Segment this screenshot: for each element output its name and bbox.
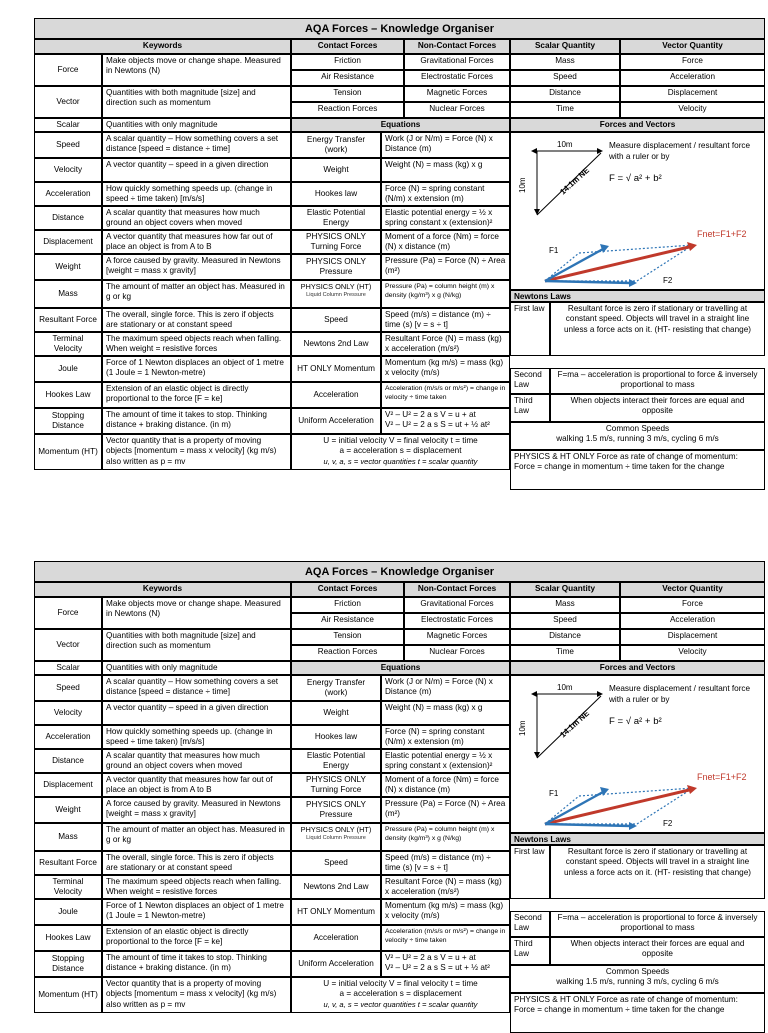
keyword-term: Mass: [34, 823, 102, 851]
newtons-laws-header: Newtons Laws: [510, 290, 765, 302]
common-speeds-box: [510, 965, 765, 993]
keyword-definition: How quickly something speeds up. (change in speed ÷ time taken) [m/s/s]: [102, 182, 291, 206]
keyword-term: Distance: [34, 749, 102, 773]
keyword-definition: The overall, single force. This is zero if objects are stationary or at constant speed: [102, 851, 291, 875]
keyword-definition: A vector quantity that measures how far out of place an object is from A to B: [102, 230, 291, 254]
horizontal-10m-label: 10m: [557, 140, 573, 149]
equation-formula: Work (J or N/m) = Force (N) x Distance (m): [381, 675, 510, 701]
contact-force-item: Friction: [291, 597, 404, 613]
vector-quantity-item: Acceleration: [620, 70, 765, 86]
common-speeds-title: Common Speeds: [605, 967, 670, 976]
forces-vectors-panel: [510, 675, 765, 833]
equation-name: HT ONLY Momentum: [291, 899, 381, 925]
keyword-term: Stopping Distance: [34, 408, 102, 434]
keyword-term: Terminal Velocity: [34, 875, 102, 899]
keyword-term: Scalar: [34, 661, 102, 675]
equation-name: Elastic Potential Energy: [291, 749, 381, 773]
keyword-term: Vector: [34, 629, 102, 661]
keyword-definition: Vector quantity that is a property of moving objects [momentum = mass x velocity] (kg m/s) also written as p = mv: [102, 977, 291, 1013]
keywords-header: Keywords: [34, 39, 291, 54]
equation-name: [291, 280, 381, 308]
newton-law-name: Third Law: [510, 937, 550, 965]
vector-instructions: Measure displacement / resultant force with a ruler or by: [609, 141, 751, 161]
equation-formula: Elastic potential energy = ½ x spring constant x (extension)²: [381, 749, 510, 773]
keyword-term: Joule: [34, 899, 102, 925]
contact-force-item: Friction: [291, 54, 404, 70]
keywords-header: Keywords: [34, 582, 291, 597]
newton-law-name: First law: [510, 302, 550, 356]
keyword-definition: Make objects move or change shape. Measured in Newtons (N): [102, 597, 291, 629]
scalar-quantity-item: Distance: [510, 86, 620, 102]
momentum-note: PHYSICS & HT ONLY Force as rate of change of momentum: Force = change in momentum ÷ time taken for the change: [510, 993, 765, 1033]
equation-name: PHYSICS ONLY Turning Force: [291, 773, 381, 797]
equation-name: Weight: [291, 701, 381, 725]
forces-vectors-header: Forces and Vectors: [510, 118, 765, 132]
scalar-quantity-header: Scalar Quantity: [510, 39, 620, 54]
equation-formula: Pressure (Pa) = column height (m) x density (kg/m³) x g (N/kg): [381, 280, 510, 308]
keyword-term: Vector: [34, 86, 102, 118]
keyword-definition: A scalar quantity that measures how much ground an object covers when moved: [102, 206, 291, 230]
keyword-term: Scalar: [34, 118, 102, 132]
equation-name: PHYSICS ONLY Pressure: [291, 254, 381, 280]
newton-law-name: Second Law: [510, 911, 550, 937]
keyword-term: Velocity: [34, 158, 102, 182]
keyword-term: Displacement: [34, 230, 102, 254]
keyword-definition: The overall, single force. This is zero if objects are stationary or at constant speed: [102, 308, 291, 332]
common-speeds-title: Common Speeds: [605, 424, 670, 433]
suvat-key-line: a = acceleration s = displacement: [339, 446, 462, 456]
keyword-term: Acceleration: [34, 725, 102, 749]
newton-law-text: F=ma – acceleration is proportional to force & inversely proportional to mass: [550, 368, 765, 394]
equation-name: Energy Transfer (work): [291, 132, 381, 158]
equation-formula: Resultant Force (N) = mass (kg) x acceleration (m/s²): [381, 332, 510, 356]
suvat-key-line: a = acceleration s = displacement: [339, 989, 462, 999]
keyword-definition: Quantities with both magnitude [size] and direction such as momentum: [102, 86, 291, 118]
common-speeds-values: walking 1.5 m/s, running 3 m/s, cycling 6 m/s: [556, 434, 719, 444]
equation-formula: Acceleration (m/s/s or m/s²) = change in velocity ÷ time taken: [381, 925, 510, 951]
equation-name: Energy Transfer (work): [291, 675, 381, 701]
keyword-definition: Quantities with only magnitude: [102, 118, 291, 132]
keyword-term: Weight: [34, 797, 102, 823]
equation-formula: Pressure (Pa) = Force (N) ÷ Area (m²): [381, 254, 510, 280]
noncontact-forces-header: Non-Contact Forces: [404, 582, 510, 597]
keyword-definition: Quantities with only magnitude: [102, 661, 291, 675]
noncontact-force-item: Nuclear Forces: [404, 102, 510, 118]
newton-law-text: When objects interact their forces are equal and opposite: [550, 394, 765, 422]
equation-name: Hookes law: [291, 725, 381, 749]
noncontact-force-item: Nuclear Forces: [404, 645, 510, 661]
equation-name: Elastic Potential Energy: [291, 206, 381, 230]
vector-quantity-item: Acceleration: [620, 613, 765, 629]
vector-instructions: Measure displacement / resultant force with a ruler or by: [609, 684, 751, 704]
equation-name: Uniform Acceleration: [291, 951, 381, 977]
keyword-definition: A force caused by gravity. Measured in Newtons [weight = mass x gravity]: [102, 797, 291, 823]
contact-force-item: Air Resistance: [291, 613, 404, 629]
f2-label: F2: [663, 819, 673, 828]
keyword-definition: A vector quantity that measures how far out of place an object is from A to B: [102, 773, 291, 797]
equation-subtitle: Liquid Column Pressure: [306, 835, 366, 842]
suvat-key: [291, 977, 510, 1013]
keyword-definition: Vector quantity that is a property of moving objects [momentum = mass x velocity] (kg m/s) also written as p = mv: [102, 434, 291, 470]
equation-name: Acceleration: [291, 925, 381, 951]
organiser-title: AQA Forces – Knowledge Organiser: [34, 18, 765, 39]
keyword-term: Velocity: [34, 701, 102, 725]
newton-law-text: Resultant force is zero if stationary or travelling at constant speed. Objects will travel in a straight line unless a force acts on it. (HT- resisting that change): [550, 302, 765, 356]
vertical-10m-label: 10m: [518, 720, 527, 736]
keyword-definition: The amount of time it takes to stop. Thinking distance + braking distance. (in m): [102, 951, 291, 977]
equation-name: HT ONLY Momentum: [291, 356, 381, 382]
noncontact-force-item: Magnetic Forces: [404, 86, 510, 102]
suvat-key-note: u, v, a, s = vector quantities t = scalar quantity: [323, 999, 478, 1009]
suvat-key-note: u, v, a, s = vector quantities t = scalar quantity: [323, 456, 478, 466]
keyword-term: Force: [34, 597, 102, 629]
vector-quantity-item: Velocity: [620, 102, 765, 118]
keyword-definition: The amount of matter an object has. Measured in g or kg: [102, 823, 291, 851]
equation-name: Newtons 2nd Law: [291, 875, 381, 899]
common-speeds-box: [510, 422, 765, 450]
forces-vectors-header: Forces and Vectors: [510, 661, 765, 675]
newtons-laws-header: Newtons Laws: [510, 833, 765, 845]
keyword-definition: The maximum speed objects reach when falling. When weight = resistive forces: [102, 875, 291, 899]
vertical-10m-label: 10m: [518, 177, 527, 193]
equation-name-text: PHYSICS ONLY (HT): [300, 282, 372, 291]
equation-formula: Momentum (kg m/s) = mass (kg) x velocity (m/s): [381, 899, 510, 925]
keyword-term: Momentum (HT): [34, 977, 102, 1013]
equation-formula: Speed (m/s) = distance (m) ÷ time (s) [v = s ÷ t]: [381, 308, 510, 332]
vector-quantity-header: Vector Quantity: [620, 582, 765, 597]
equation-name: Acceleration: [291, 382, 381, 408]
f2-label: F2: [663, 276, 673, 285]
equation-name: Newtons 2nd Law: [291, 332, 381, 356]
keyword-term: Acceleration: [34, 182, 102, 206]
scalar-quantity-item: Distance: [510, 629, 620, 645]
keyword-definition: Extension of an elastic object is directly proportional to the force [F = ke]: [102, 382, 291, 408]
horizontal-10m-label: 10m: [557, 683, 573, 692]
equation-formula: Moment of a force (Nm) = force (N) x distance (m): [381, 230, 510, 254]
f1-label: F1: [549, 246, 559, 255]
noncontact-force-item: Electrostatic Forces: [404, 613, 510, 629]
keyword-definition: Force of 1 Newton displaces an object of 1 metre (1 Joule = 1 Newton-metre): [102, 356, 291, 382]
keyword-term: Mass: [34, 280, 102, 308]
equation-formula: Force (N) = spring constant (N/m) x extension (m): [381, 725, 510, 749]
keyword-term: Displacement: [34, 773, 102, 797]
equation-name: Uniform Acceleration: [291, 408, 381, 434]
contact-force-item: Tension: [291, 629, 404, 645]
equations-header: Equations: [291, 661, 510, 675]
vector-quantity-item: Displacement: [620, 86, 765, 102]
scalar-quantity-item: Time: [510, 645, 620, 661]
equation-formula: Weight (N) = mass (kg) x g: [381, 701, 510, 725]
equation-formula: Acceleration (m/s/s or m/s²) = change in velocity ÷ time taken: [381, 382, 510, 408]
scalar-quantity-item: Mass: [510, 54, 620, 70]
newton-law-text: Resultant force is zero if stationary or travelling at constant speed. Objects will travel in a straight line unless a force acts on it. (HT- resisting that change): [550, 845, 765, 899]
equation-formula: Momentum (kg m/s) = mass (kg) x velocity (m/s): [381, 356, 510, 382]
keyword-definition: A vector quantity – speed in a given direction: [102, 701, 291, 725]
momentum-note: PHYSICS & HT ONLY Force as rate of change of momentum: Force = change in momentum ÷ time taken for the change: [510, 450, 765, 490]
fnet-label: Fnet=F1+F2: [697, 772, 747, 782]
vector-quantity-item: Force: [620, 597, 765, 613]
keyword-term: Resultant Force: [34, 851, 102, 875]
contact-force-item: Tension: [291, 86, 404, 102]
keyword-definition: A force caused by gravity. Measured in Newtons [weight = mass x gravity]: [102, 254, 291, 280]
vector-quantity-item: Force: [620, 54, 765, 70]
equation-subtitle: Liquid Column Pressure: [306, 292, 366, 299]
noncontact-force-item: Gravitational Forces: [404, 597, 510, 613]
keyword-term: Resultant Force: [34, 308, 102, 332]
keyword-definition: A scalar quantity – How something covers a set distance [speed = distance ÷ time]: [102, 675, 291, 701]
organiser-title: AQA Forces – Knowledge Organiser: [34, 561, 765, 582]
equation-name: [291, 823, 381, 851]
equation-formula: V² – U² = 2 a s V = u + at V² – U² = 2 a s S = ut + ½ at²: [381, 408, 510, 434]
equation-formula: Pressure (Pa) = Force (N) ÷ Area (m²): [381, 797, 510, 823]
noncontact-force-item: Magnetic Forces: [404, 629, 510, 645]
keyword-definition: How quickly something speeds up. (change in speed ÷ time taken) [m/s/s]: [102, 725, 291, 749]
newton-law-name: First law: [510, 845, 550, 899]
equation-name: Speed: [291, 308, 381, 332]
equation-formula: Moment of a force (Nm) = force (N) x distance (m): [381, 773, 510, 797]
equation-formula: Speed (m/s) = distance (m) ÷ time (s) [v = s ÷ t]: [381, 851, 510, 875]
newton-law-text: When objects interact their forces are equal and opposite: [550, 937, 765, 965]
contact-force-item: Reaction Forces: [291, 102, 404, 118]
keyword-term: Distance: [34, 206, 102, 230]
equation-formula: V² – U² = 2 a s V = u + at V² – U² = 2 a s S = ut + ½ at²: [381, 951, 510, 977]
equations-header: Equations: [291, 118, 510, 132]
keyword-definition: The amount of matter an object has. Measured in g or kg: [102, 280, 291, 308]
noncontact-force-item: Gravitational Forces: [404, 54, 510, 70]
keyword-term: Joule: [34, 356, 102, 382]
contact-force-item: Reaction Forces: [291, 645, 404, 661]
scalar-quantity-item: Mass: [510, 597, 620, 613]
newton-law-name: Second Law: [510, 368, 550, 394]
vector-quantity-header: Vector Quantity: [620, 39, 765, 54]
equation-formula: Pressure (Pa) = column height (m) x density (kg/m³) x g (N/kg): [381, 823, 510, 851]
diagonal-label: 14.1m NE: [558, 708, 592, 740]
suvat-key: [291, 434, 510, 470]
keyword-definition: The amount of time it takes to stop. Thinking distance + braking distance. (in m): [102, 408, 291, 434]
equation-name: Hookes law: [291, 182, 381, 206]
suvat-key-line: U = initial velocity V = final velocity t = time: [323, 979, 478, 988]
pythagoras-formula: F = √ a² + b²: [609, 173, 662, 184]
newton-law-text: F=ma – acceleration is proportional to force & inversely proportional to mass: [550, 911, 765, 937]
keyword-term: Speed: [34, 675, 102, 701]
vector-quantity-item: Velocity: [620, 645, 765, 661]
common-speeds-values: walking 1.5 m/s, running 3 m/s, cycling 6 m/s: [556, 977, 719, 987]
keyword-term: Speed: [34, 132, 102, 158]
equation-formula: Resultant Force (N) = mass (kg) x acceleration (m/s²): [381, 875, 510, 899]
contact-forces-header: Contact Forces: [291, 39, 404, 54]
newton-law-name: Third Law: [510, 394, 550, 422]
suvat-key-line: U = initial velocity V = final velocity t = time: [323, 436, 478, 445]
keyword-term: Hookes Law: [34, 382, 102, 408]
equation-name: Speed: [291, 851, 381, 875]
contact-forces-header: Contact Forces: [291, 582, 404, 597]
keyword-definition: Make objects move or change shape. Measured in Newtons (N): [102, 54, 291, 86]
noncontact-force-item: Electrostatic Forces: [404, 70, 510, 86]
equation-name: Weight: [291, 158, 381, 182]
keyword-definition: The maximum speed objects reach when falling. When weight = resistive forces: [102, 332, 291, 356]
keyword-term: Hookes Law: [34, 925, 102, 951]
keyword-definition: Extension of an elastic object is directly proportional to the force [F = ke]: [102, 925, 291, 951]
equation-name: PHYSICS ONLY Turning Force: [291, 230, 381, 254]
forces-vectors-panel: [510, 132, 765, 290]
equation-name-text: PHYSICS ONLY (HT): [300, 825, 372, 834]
keyword-term: Momentum (HT): [34, 434, 102, 470]
keyword-definition: Force of 1 Newton displaces an object of 1 metre (1 Joule = 1 Newton-metre): [102, 899, 291, 925]
scalar-quantity-item: Speed: [510, 613, 620, 629]
keyword-term: Force: [34, 54, 102, 86]
keyword-definition: Quantities with both magnitude [size] and direction such as momentum: [102, 629, 291, 661]
equation-name: PHYSICS ONLY Pressure: [291, 797, 381, 823]
noncontact-forces-header: Non-Contact Forces: [404, 39, 510, 54]
scalar-quantity-item: Time: [510, 102, 620, 118]
vector-quantity-item: Displacement: [620, 629, 765, 645]
equation-formula: Work (J or N/m) = Force (N) x Distance (m): [381, 132, 510, 158]
equation-formula: Force (N) = spring constant (N/m) x extension (m): [381, 182, 510, 206]
keyword-term: Stopping Distance: [34, 951, 102, 977]
contact-force-item: Air Resistance: [291, 70, 404, 86]
keyword-definition: A vector quantity – speed in a given direction: [102, 158, 291, 182]
keyword-term: Weight: [34, 254, 102, 280]
equation-formula: Elastic potential energy = ½ x spring constant x (extension)²: [381, 206, 510, 230]
keyword-definition: A scalar quantity that measures how much ground an object covers when moved: [102, 749, 291, 773]
keyword-definition: A scalar quantity – How something covers a set distance [speed = distance ÷ time]: [102, 132, 291, 158]
scalar-quantity-header: Scalar Quantity: [510, 582, 620, 597]
equation-formula: Weight (N) = mass (kg) x g: [381, 158, 510, 182]
keyword-term: Terminal Velocity: [34, 332, 102, 356]
fnet-label: Fnet=F1+F2: [697, 229, 747, 239]
f1-label: F1: [549, 789, 559, 798]
diagonal-label: 14.1m NE: [558, 165, 592, 197]
pythagoras-formula: F = √ a² + b²: [609, 716, 662, 727]
scalar-quantity-item: Speed: [510, 70, 620, 86]
